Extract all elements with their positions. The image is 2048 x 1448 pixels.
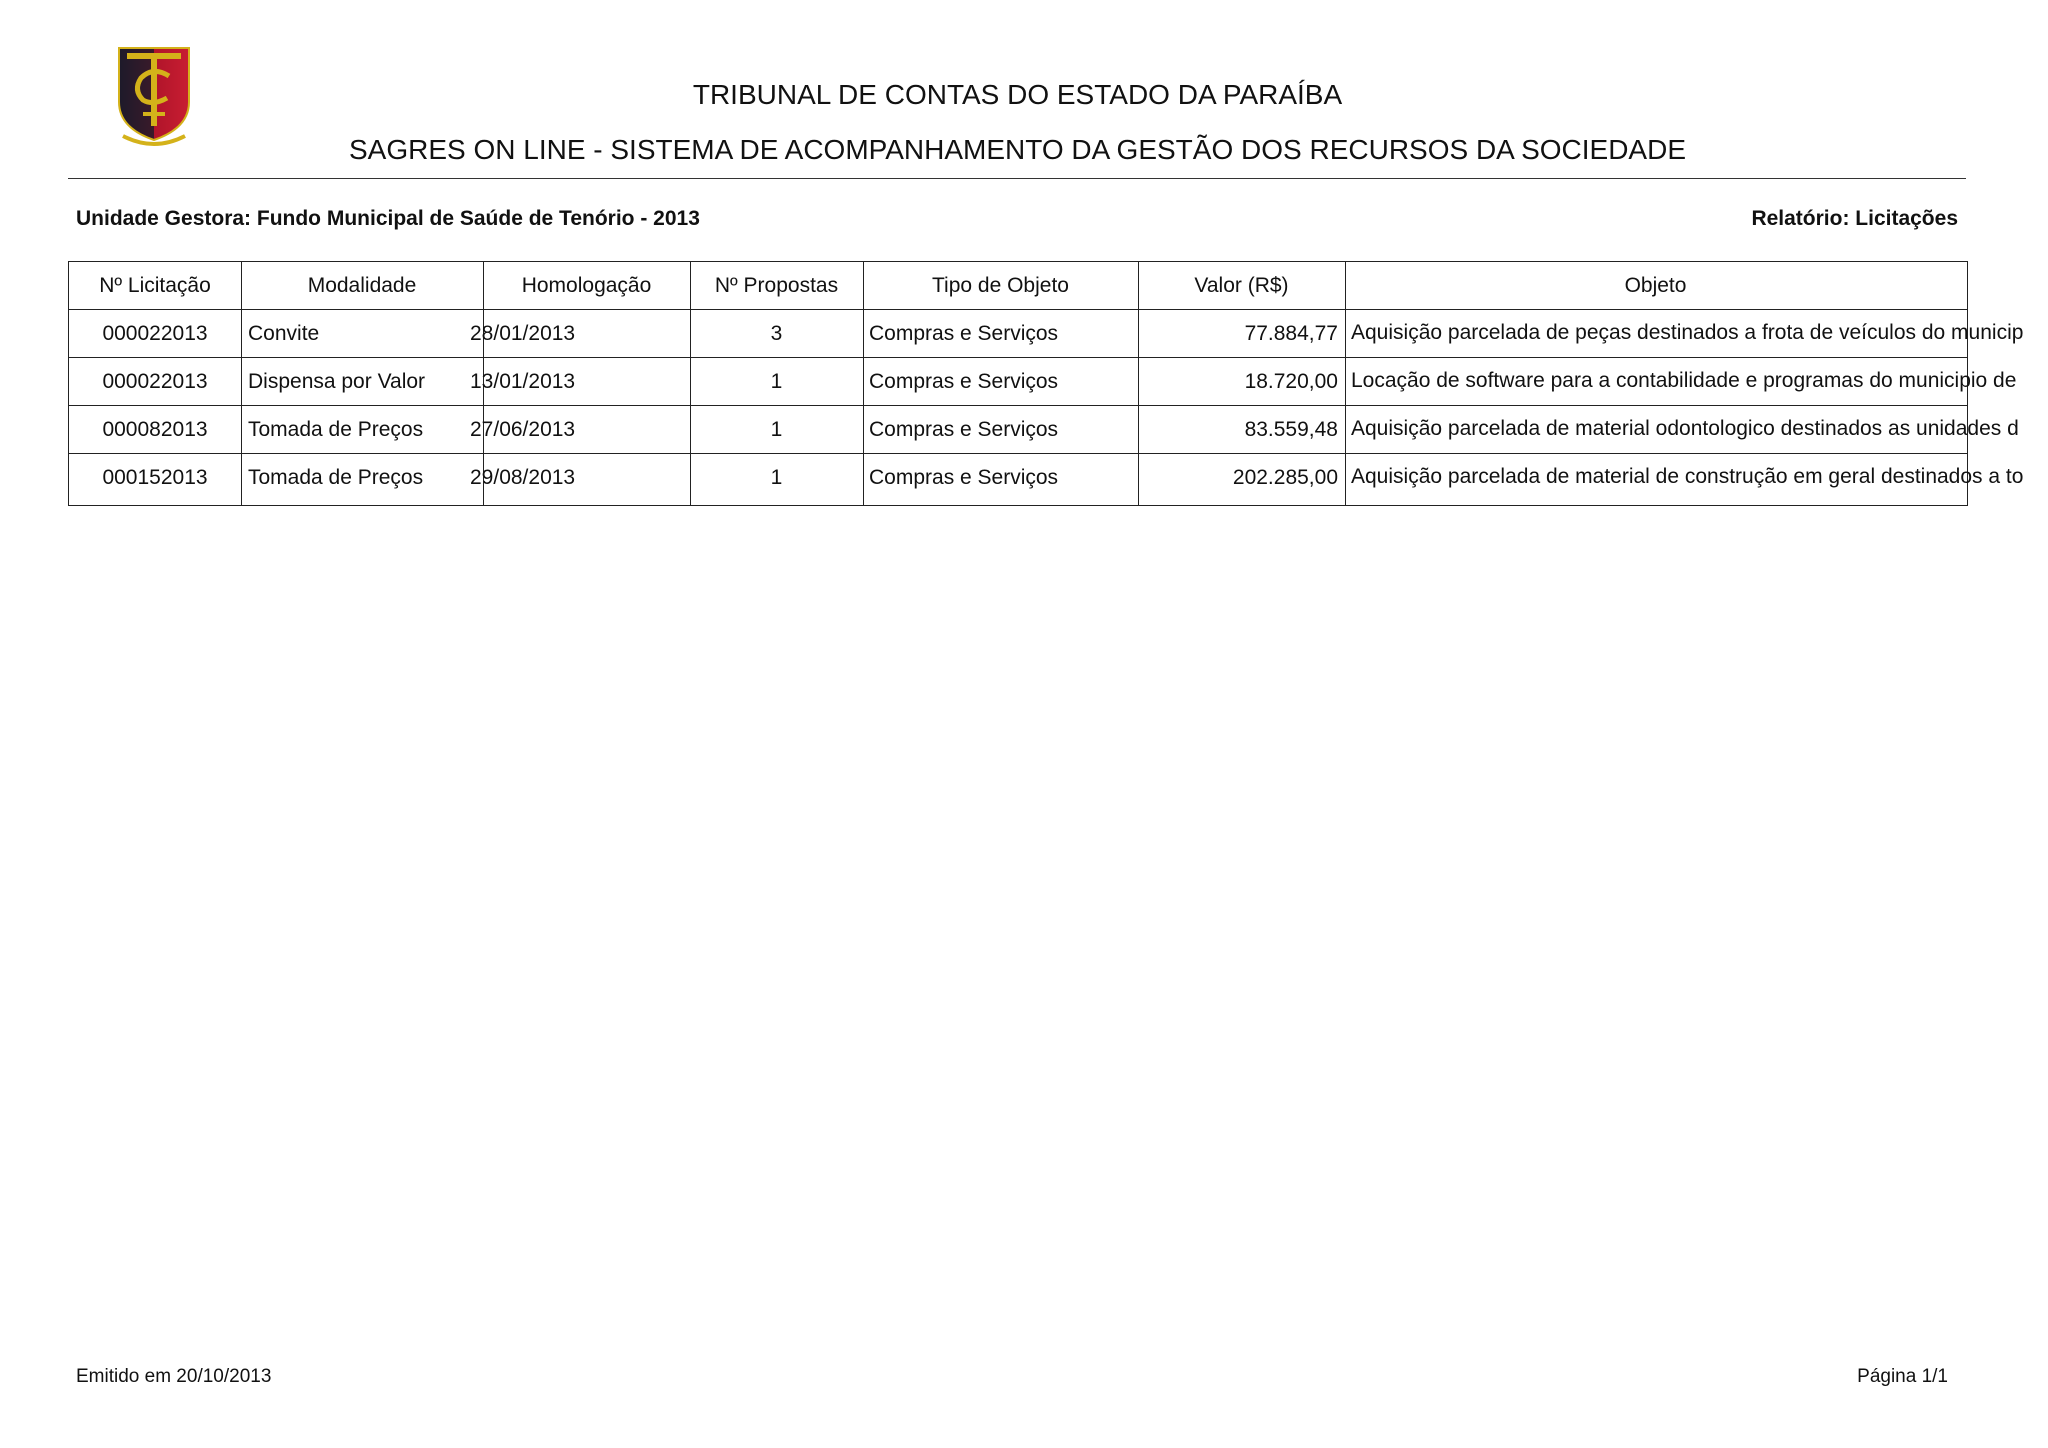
- unidade-gestora-label: Unidade Gestora: Fundo Municipal de Saúde de Tenório - 2013: [76, 207, 700, 230]
- column-divider: [241, 262, 242, 505]
- table-row-3-licitacao: 000082013: [102, 418, 208, 441]
- relatorio-label: Relatório: Licitações: [1751, 207, 1958, 230]
- table-row-2-homologacao: 13/01/2013: [470, 370, 576, 393]
- table-row-3-objeto: Aquisição parcelada de material odontologico destinados as unidades d: [1351, 417, 2019, 440]
- header-licitacao: Nº Licitação: [99, 274, 211, 297]
- table-row-1-propostas: 3: [770, 322, 783, 345]
- table-row-1-tipo: Compras e Serviços: [869, 322, 1059, 345]
- header-modalidade: Modalidade: [307, 274, 417, 297]
- table-row-2-objeto: Locação de software para a contabilidade e programas do municipio de: [1351, 369, 2017, 392]
- header-tipo-objeto: Tipo de Objeto: [932, 274, 1069, 297]
- table-row-1-homologacao: 28/01/2013: [470, 322, 576, 345]
- emitido-date: Emitido em 20/10/2013: [76, 1366, 272, 1387]
- column-divider: [1345, 262, 1346, 505]
- report-title: TRIBUNAL DE CONTAS DO ESTADO DA PARAÍBA: [692, 79, 1343, 110]
- table-row-4-valor: 202.285,00: [1232, 466, 1338, 489]
- header-propostas: Nº Propostas: [714, 274, 839, 297]
- table-row-1-valor: 77.884,77: [1244, 322, 1338, 345]
- table-row-3-tipo: Compras e Serviços: [869, 418, 1059, 441]
- table-row-2-propostas: 1: [770, 370, 783, 393]
- report-subtitle: SAGRES ON LINE - SISTEMA DE ACOMPANHAMENTO DA GESTÃO DOS RECURSOS DA SOCIEDADE: [348, 134, 1686, 165]
- table-row-3-propostas: 1: [770, 418, 783, 441]
- table-row-4-homologacao: 29/08/2013: [470, 466, 576, 489]
- table-row-4-modalidade: Tomada de Preços: [248, 466, 424, 489]
- header-objeto: Objeto: [1624, 274, 1687, 297]
- table-row-2-licitacao: 000022013: [102, 370, 208, 393]
- page-number: Página 1/1: [1857, 1366, 1948, 1387]
- header-valor: Valor (R$): [1194, 274, 1289, 297]
- table-row-3-modalidade: Tomada de Preços: [248, 418, 424, 441]
- table-row-3-valor: 83.559,48: [1244, 418, 1338, 441]
- table-row-3-homologacao: 27/06/2013: [470, 418, 576, 441]
- column-divider: [863, 262, 864, 505]
- table-row-1-objeto: Aquisição parcelada de peças destinados a frota de veículos do municip: [1351, 321, 2024, 344]
- table-row-1-modalidade: Convite: [248, 322, 320, 345]
- objeto-column-text: [1351, 261, 2048, 504]
- table-row-4-licitacao: 000152013: [102, 466, 208, 489]
- table-row-4-tipo: Compras e Serviços: [869, 466, 1059, 489]
- header-homologacao: Homologação: [521, 274, 652, 297]
- table-row-4-objeto: Aquisição parcelada de material de construção em geral destinados a to: [1351, 465, 2024, 488]
- table-row-4-propostas: 1: [770, 466, 783, 489]
- table-row-2-valor: 18.720,00: [1244, 370, 1338, 393]
- table-row-2-modalidade: Dispensa por Valor: [248, 370, 426, 393]
- table-row-1-licitacao: 000022013: [102, 322, 208, 345]
- table-row-2-tipo: Compras e Serviços: [869, 370, 1059, 393]
- header-divider: [68, 178, 1966, 179]
